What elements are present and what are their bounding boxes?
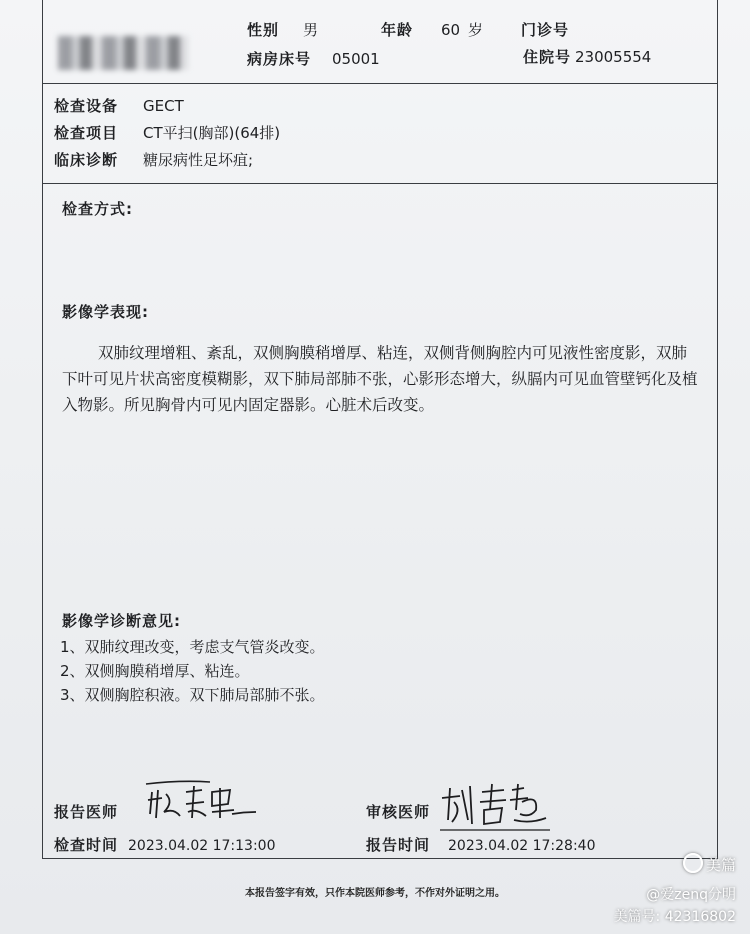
impression-item-1: 1、双肺纹理改变，考虑支气管炎改变。 bbox=[60, 638, 325, 656]
outpatient-label: 门诊号 bbox=[521, 21, 570, 39]
age-value: 60 bbox=[441, 21, 461, 39]
watermark-id: 美篇号: 42316802 bbox=[613, 909, 736, 925]
review-doctor-label: 审核医师 bbox=[366, 803, 431, 821]
findings-label: 影像学表现: bbox=[62, 303, 149, 321]
age-label: 年龄 bbox=[381, 21, 414, 39]
inpatient-label: 住院号 bbox=[523, 48, 572, 66]
exam-time-label: 检查时间 bbox=[54, 836, 119, 854]
report-time-value: 2023.04.02 17:28:40 bbox=[448, 838, 596, 854]
age-unit: 岁 bbox=[468, 21, 484, 39]
impression-item-3: 3、双侧胸腔积液。双下肺局部肺不张。 bbox=[60, 686, 325, 704]
gender-label: 性别 bbox=[247, 21, 280, 39]
device-label: 检查设备 bbox=[54, 97, 119, 115]
gender-value: 男 bbox=[303, 21, 319, 39]
review-doctor-signature bbox=[440, 780, 555, 836]
clinical-diagnosis-value: 糖尿病性足坏疽; bbox=[143, 151, 254, 169]
item-label: 检查项目 bbox=[54, 124, 119, 142]
impression-label: 影像学诊断意见: bbox=[62, 612, 181, 630]
redacted-patient-name bbox=[58, 36, 188, 70]
report-time-label: 报告时间 bbox=[366, 836, 431, 854]
findings-text: 双肺纹理增粗、紊乱，双侧胸膜稍增厚、粘连，双侧背侧胸腔内可见液性密度影，双肺下叶可见片状高密度模糊影，双下肺局部肺不张，心影形态增大，纵膈内可见血管壁钙化及植入物影。所见胸骨内可见内固定器影。心脏术后改变。 bbox=[62, 344, 698, 414]
watermark-brand: 美篇 bbox=[683, 853, 736, 875]
divider-exam bbox=[42, 183, 717, 184]
exam-method-label: 检查方式: bbox=[62, 200, 133, 218]
footer-disclaimer: 本报告签字有效，只作本院医师参考，不作对外证明之用。 bbox=[245, 888, 505, 899]
device-value: GECT bbox=[143, 97, 184, 115]
watermark-author: @爱zenq分明 bbox=[646, 887, 736, 903]
watermark-logo-icon bbox=[683, 853, 703, 873]
report-doctor-label: 报告医师 bbox=[54, 803, 119, 821]
ward-bed-label: 病房床号 bbox=[247, 50, 312, 68]
divider-header bbox=[42, 83, 717, 84]
exam-time-value: 2023.04.02 17:13:00 bbox=[128, 838, 276, 854]
inpatient-value: 23005554 bbox=[575, 48, 652, 66]
ward-bed-value: 05001 bbox=[332, 50, 380, 68]
item-value: CT平扫(胸部)(64排) bbox=[143, 124, 281, 142]
impression-item-2: 2、双侧胸膜稍增厚、粘连。 bbox=[60, 662, 250, 680]
report-doctor-signature bbox=[140, 778, 260, 824]
clinical-diagnosis-label: 临床诊断 bbox=[54, 151, 119, 169]
